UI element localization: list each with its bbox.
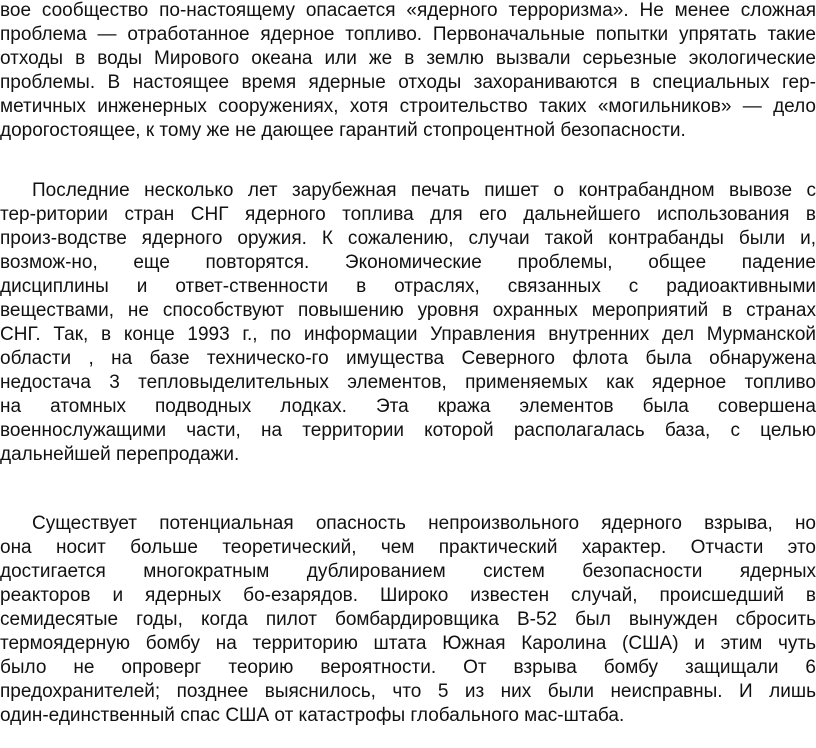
text-line: недостача 3 тепловыделительных элементов, применяемых как ядерное топливо <box>0 372 816 393</box>
text-line: Существует потенциальная опасность непроизвольного ядерного взрыва, но <box>32 513 816 534</box>
text-line: веществами, не способствуют повышению уровня охранных мероприятий в странах <box>0 300 816 321</box>
text-line: дальнейшей перепродажи. <box>0 444 240 465</box>
text-line: метичных инженерных сооружениях, хотя строительство таких «могильников» — дело <box>0 96 816 117</box>
text-line: дисциплины и ответ-ственности в отраслях, связанных с радиоактивными <box>0 276 816 297</box>
text-line: проблемы. В настоящее время ядерные отходы захораниваются в специальных гер- <box>0 72 816 93</box>
text-line: она носит больше теоретический, чем практический характер. Отчасти это <box>0 537 816 558</box>
text-line: военнослужащими части, на территории которой располагалась база, с целью <box>0 420 816 441</box>
text-line: семидесятые годы, когда пилот бомбардировщика В-52 был вынужден сбросить <box>0 609 816 630</box>
text-line: дорогостоящее, к тому же не дающее гарантий стопроцентной безопасности. <box>0 120 686 141</box>
paragraph-accidental-explosion <box>0 512 816 728</box>
text-line: термоядерную бомбу на территорию штата Южная Каролина (США) и этим чуть <box>0 633 816 654</box>
text-line: отходы в воды Мирового океана или же в землю вызвали серьезные экологические <box>0 48 816 69</box>
text-line: было не опроверг теорию вероятности. От взрыва бомбу защищали 6 <box>0 657 816 678</box>
paragraph-nuclear-waste <box>0 0 816 143</box>
text-line: один-единственный спас США от катастрофы глобального мас-штаба. <box>0 705 625 726</box>
text-line: тер-ритории стран СНГ ядерного топлива для его дальнейшего использования в <box>0 204 816 225</box>
paragraph-nuclear-smuggling <box>0 179 816 467</box>
text-line: на атомных подводных лодках. Эта кража элементов была совершена <box>0 396 816 417</box>
text-line: вое сообщество по-настоящему опасается «ядерного терроризма». Не менее сложная <box>0 0 816 21</box>
text-line: проблема — отработанное ядерное топливо. Первоначальные попытки упрятать такие <box>0 24 816 45</box>
text-line: Последние несколько лет зарубежная печать пишет о контрабандном вывозе с <box>32 180 816 201</box>
text-line: предохранителей; позднее выяснилось, что 5 из них были неисправны. И лишь <box>0 681 816 702</box>
text-line: достигается многократным дублированием систем безопасности ядерных <box>0 561 816 582</box>
text-line: реакторов и ядерных бо-езарядов. Широко известен случай, происшедший в <box>0 585 816 606</box>
text-line: СНГ. Так, в конце 1993 г., по информации Управления внутренних дел Мурманской <box>0 324 816 345</box>
text-line: произ-водстве ядерного оружия. К сожалению, случаи такой контрабанды были и, <box>0 228 816 249</box>
text-line: области , на базе техническо-го имущества Северного флота была обнаружена <box>0 348 816 369</box>
text-line: возмож-но, еще повторятся. Экономические проблемы, общее падение <box>0 252 816 273</box>
